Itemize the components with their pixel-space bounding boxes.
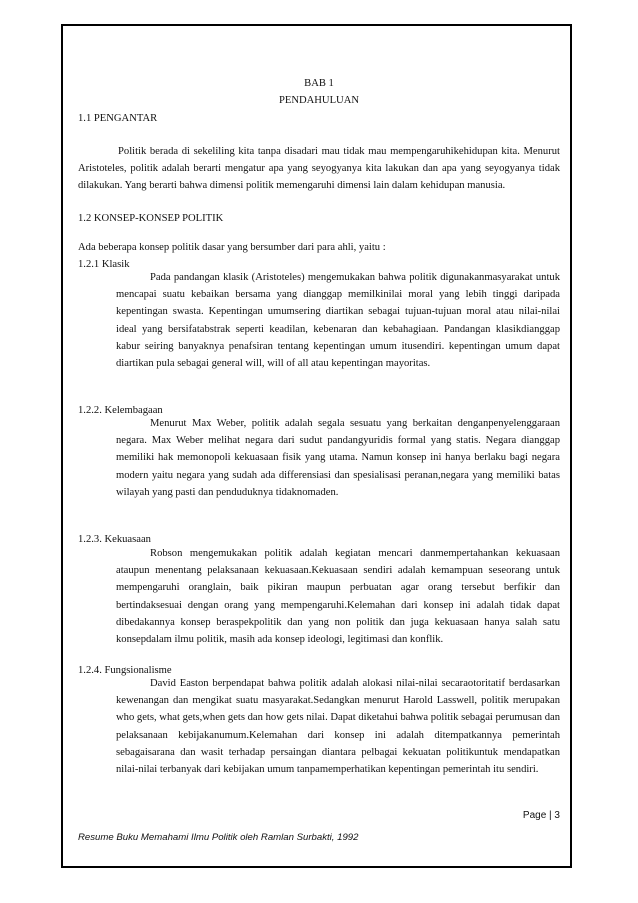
page-number: Page | 3: [522, 810, 560, 821]
chapter-number: BAB 1: [304, 78, 334, 89]
subheading-klasik: 1.2.1 Klasik: [78, 259, 130, 270]
paragraph-fungsionalisme: David Easton berpendapat bahwa politik adalah alokasi nilai-nilai secaraotoritatif berdasarkan kewenangan dan mengikat suatu masyarakat.Sedangkan menurut Harold Lasswell, politik merupakan who gets, what gets,when gets dan how gets nilai. Dapat diketahui bahwa politik sebagai perumusan dan pelaksanaan kebijakanumum.Kelemahan dari konsep ini adalah ditempatkannya pemerintah sebagaisarana dan wasit terhadap persaingan diantara pelbagai kekuatan politikuntuk mendapatkan nilai-nilai terbanyak dari kebijakan umum tanpamemperhatikan kepentingan pemerintah itu sendiri.: [116, 678, 560, 776]
section-heading-pengantar: 1.1 PENGANTAR: [78, 113, 158, 124]
konsep-intro: Ada beberapa konsep politik dasar yang bersumber dari para ahli, yaitu :: [78, 242, 386, 253]
paragraph-pengantar: Politik berada di sekeliling kita tanpa disadari mau tidak mau mempengaruhikehidupan kita. Menurut Aristoteles, politik adalah berarti mengatur apa yang seyogyanya kita lakukan dan apa yang seyogyanya tidak dilakukan. Yang berarti bahwa dimensi politik memengaruhi dimensi lain dalam kehidupan manusia.: [78, 146, 560, 192]
subheading-fungsionalisme: 1.2.4. Fungsionalisme: [78, 665, 172, 676]
footer-resume: Resume Buku Memahami Ilmu Politik oleh Ramlan Surbakti, 1992: [78, 832, 359, 843]
subheading-kelembagaan: 1.2.2. Kelembagaan: [78, 405, 163, 416]
section-heading-konsep: 1.2 KONSEP-KONSEP POLITIK: [78, 213, 224, 224]
paragraph-kekuasaan: Robson mengemukakan politik adalah kegiatan mencari danmempertahankan kekuasaan ataupun menentang pelaksanaan kekuasaan.Kekuasaan sendiri adalah kemampuan seseorang untuk mempengaruhi oranglain, baik pikiran maupun perbuatan agar orang tersebut berfikir dan bertindaksesuai dengan orang yang mempengaruhi.Kelemahan dari konsep ini adalah tidak dapat dibedakannya konsep beraspekpolitik dan yang non politik dan juga kekuasaan hanya salah satu konsepdalam ilmu politik, masih ada konsep ideologi, legitimasi dan konflik.: [116, 548, 560, 646]
paragraph-kelembagaan: Menurut Max Weber, politik adalah segala sesuatu yang berkaitan denganpenyelenggaraan negara. Max Weber melihat negara dari sudut pandangyuridis formal yang statis. Negara dianggap memiliki hak memonopoli kekuasaan fisik yang utama. Namun konsep ini hanya berlaku bagi negara modern yaitu negara yang sudah ada differensiasi dan spesialisasi peranan,negara yang memiliki batas wilayah yang pasti dan penduduknya tidaknomaden.: [116, 418, 560, 498]
subheading-kekuasaan: 1.2.3. Kekuasaan: [78, 534, 151, 545]
chapter-title: PENDAHULUAN: [278, 95, 360, 106]
paragraph-klasik: Pada pandangan klasik (Aristoteles) mengemukakan bahwa politik digunakanmasyarakat untuk mencapai suatu kebaikan bersama yang dianggap memilkinilai moral yang lebih tinggi daripada kepentingan swasta. Kepentingan umumsering diartikan sebagai tujuan-tujuan moral atau nilai-nilai ideal yang bersifatabstrak seperti keadilan, kebenaran dan kebahagiaan. Pandangan klasikdianggap kabur seiring banyaknya penafsiran tentang kepentingan umum itusendiri. kepentingan umum dapat diartikan pula sebagai general will, will of all atau kepentingan mayoritas.: [116, 272, 560, 370]
